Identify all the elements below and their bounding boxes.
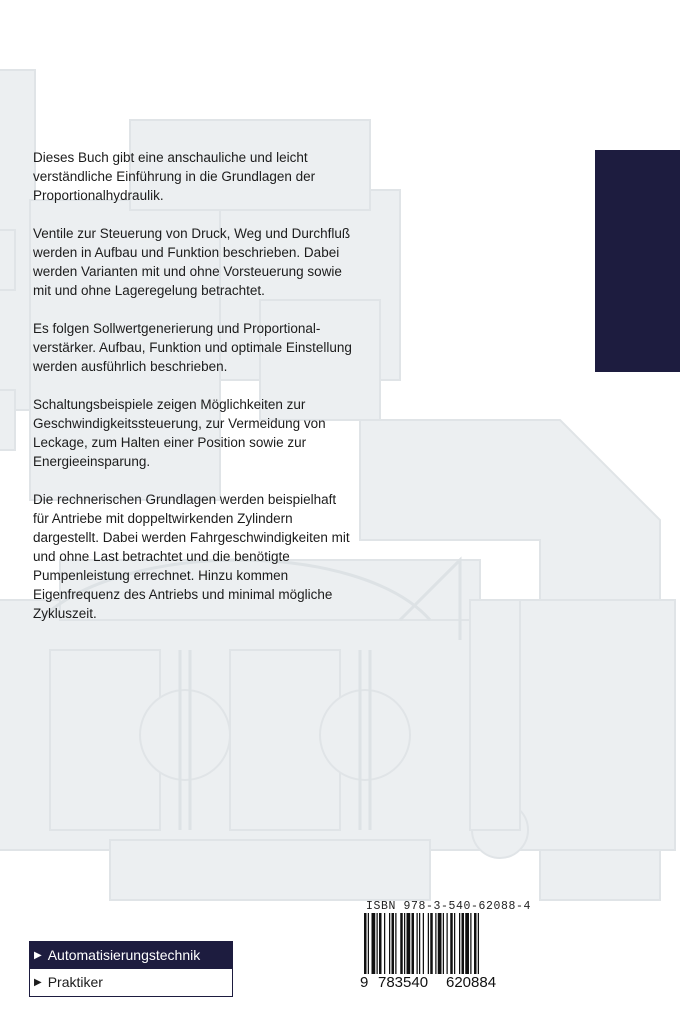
series-item-label: Praktiker — [47, 974, 103, 990]
series-item-praktiker — [30, 969, 232, 996]
triangle-right-icon: ▶ — [34, 977, 42, 988]
series-item-automatisierungstechnik — [30, 942, 232, 969]
triangle-right-icon: ▶ — [34, 950, 42, 961]
isbn-label: ISBN 978-3-540-62088-4 — [366, 900, 532, 913]
barcode-digit-group-1: 783540 — [378, 974, 429, 991]
series-item-label: Automatisierungstechnik — [47, 947, 201, 963]
cover-spine-color-block — [595, 150, 680, 372]
blurb-paragraph-2: Ventile zur Steuerung von Druck, Weg und Durchfluß werden in Aufbau und Funktion beschrieben. Dabei werden Varianten mit und ohne Vorsteuerung sowie mit und ohne Lageregelung betrachtet. — [33, 226, 351, 298]
blurb-paragraph-5: Die rechnerischen Grundlagen werden beispielhaft für Antriebe mit doppeltwirkenden Zylindern dargestellt. Dabei werden Fahrgeschwindigkeiten mit und ohne Last betrachtet und die benötigte Pumpenleistung errechnet. Hinzu kommen Eigenfrequenz des Antriebs und minimal mögliche Zykluszeit. — [33, 492, 350, 621]
back-cover-blurb — [33, 148, 353, 642]
blurb-paragraph-1: Dieses Buch gibt eine anschauliche und leicht verständliche Einführung in die Grundlagen der Proportionalhydraulik. — [33, 150, 316, 203]
blurb-paragraph-4: Schaltungsbeispiele zeigen Möglichkeiten zur Geschwindigkeitssteuerung, zur Vermeidung von Leckage, zum Halten einer Position sowie zur Energieeinsparung. — [33, 397, 326, 469]
series-box — [29, 941, 233, 997]
barcode-digit-group-2: 620884 — [446, 974, 497, 991]
barcode-digit-lead: 9 — [360, 974, 369, 991]
barcode-digits — [360, 974, 516, 992]
blurb-paragraph-3: Es folgen Sollwertgenerierung und Proportional-verstärker. Aufbau, Funktion und optimale Einstellung werden ausführlich beschrieben. — [33, 321, 352, 374]
